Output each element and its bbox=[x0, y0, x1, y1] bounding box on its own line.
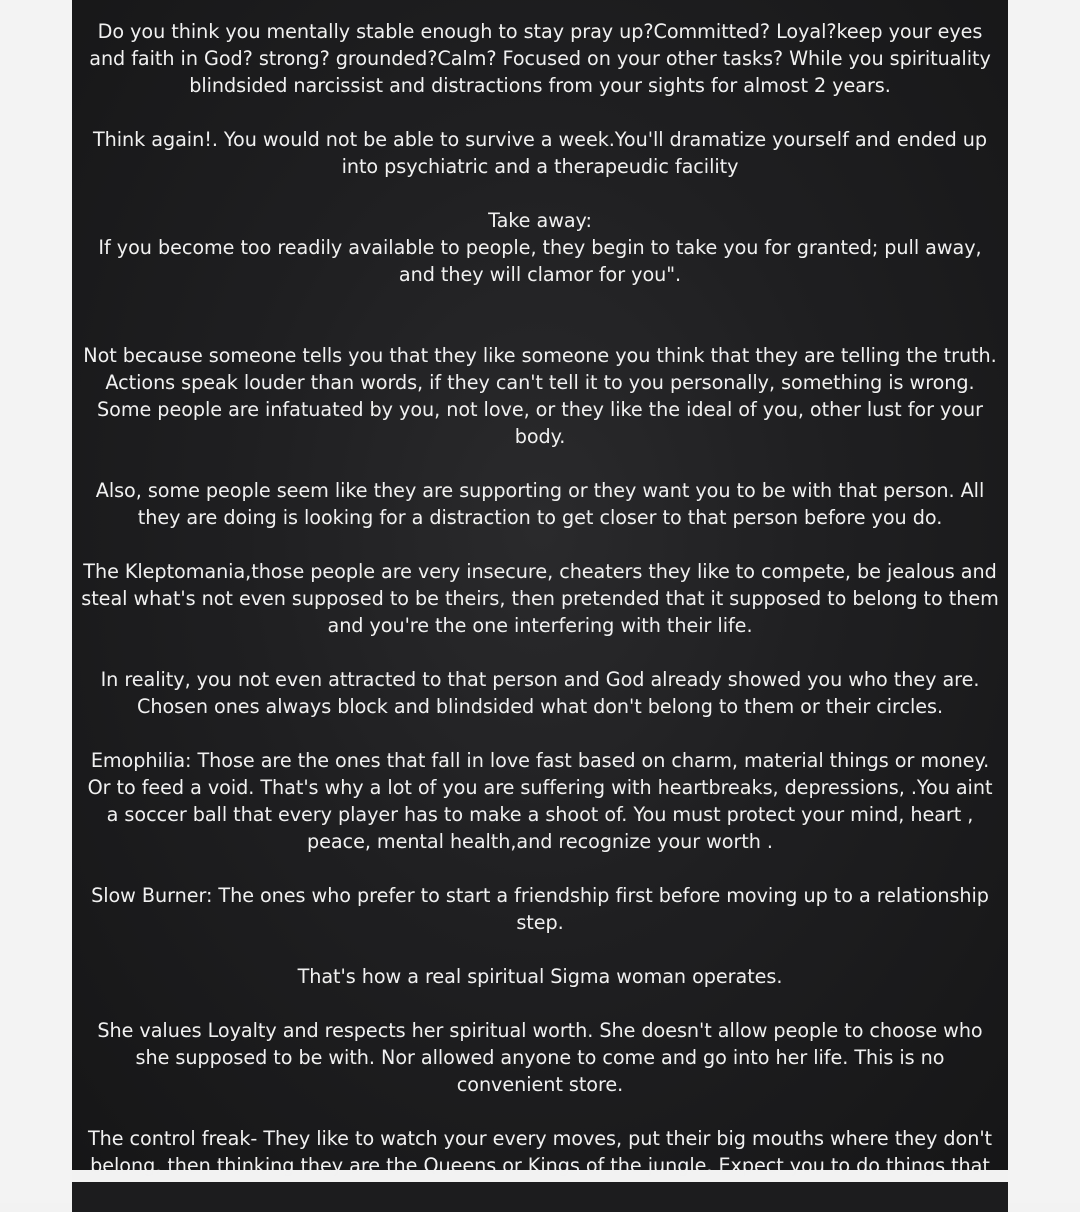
page-margin-left bbox=[0, 0, 72, 1203]
paragraph-loyalty: She values Loyalty and respects her spiritual worth. She doesn't allow people to choose who she supposed to be with. Nor allowed anyone to come and go into her life. This is no convenient store. bbox=[97, 1019, 983, 1096]
quote-card bbox=[72, 0, 1008, 1177]
paragraph-supporting-distraction: Also, some people seem like they are supporting or they want you to be with that person. All they are doing is looking for a distraction to get closer to that person before you do. bbox=[95, 479, 985, 529]
paragraph-in-reality: In reality, you not even attracted to that person and God already showed you who they are. Chosen ones always block and blindsided what don't belong to them or their circles. bbox=[100, 668, 980, 718]
paragraph-emophilia: Emophilia: Those are the ones that fall in love fast based on charm, material things or money. Or to feed a void. That's why a lot of you are suffering with heartbreaks, depressions, .You aint a soccer ball that every player has to make a shoot of. You must protect your mind, heart , peace, mental health,and recognize your worth . bbox=[87, 749, 993, 853]
paragraph-kleptomania: The Kleptomania,those people are very insecure, cheaters they like to compete, be jealous and steal what's not even supposed to be theirs, then pretended that it supposed to belong to them and you're the one interfering with their life. bbox=[81, 560, 999, 637]
paragraph-take-away-quote: If you become too readily available to people, they begin to take you for granted; pull away, and they will clamor for you". bbox=[98, 236, 982, 286]
blank-gap bbox=[80, 288, 1000, 342]
paragraph-slow-burner: Slow Burner: The ones who prefer to start a friendship first before moving up to a relationship step. bbox=[91, 884, 989, 934]
paragraph-think-again: Think again!. You would not be able to survive a week.You'll dramatize yourself and ended up into psychiatric and a therapeudic facility bbox=[92, 128, 988, 178]
paragraph-control-freak: The control freak- They like to watch your every moves, put their big mouths where they don't belong, then thinking they are the Queens or Kings of the jungle. Expect you to do things that bbox=[87, 1127, 993, 1177]
heading-take-away: Take away: bbox=[488, 209, 592, 232]
paragraph-mental-stability: Do you think you mentally stable enough to stay pray up?Committed? Loyal?keep your eyes and faith in God? strong? grounded?Calm? Focused on your other tasks? While you spirituality blindsided narcissist and distractions from your sights for almost 2 years. bbox=[89, 20, 991, 97]
next-card-edge bbox=[72, 1182, 1008, 1212]
page-margin-right bbox=[1008, 0, 1080, 1203]
paragraph-actions-speak: Not because someone tells you that they like someone you think that they are telling the truth. Actions speak louder than words, if they can't tell it to you personally, something is wrong. Some people are infatuated by you, not love, or they like the ideal of you, other lust for your body. bbox=[83, 344, 997, 448]
paragraph-sigma-woman: That's how a real spiritual Sigma woman operates. bbox=[297, 965, 783, 988]
